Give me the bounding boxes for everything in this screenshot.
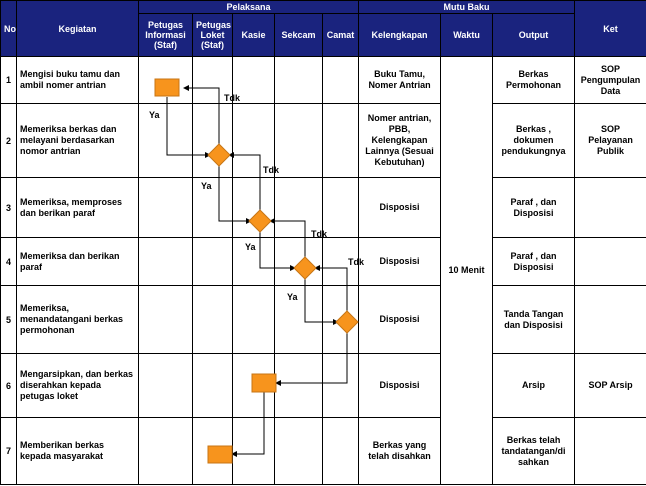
header-mutu-baku: Mutu Baku: [359, 1, 575, 14]
table-row: [1, 354, 646, 418]
flow-label-tdk: Tdk: [224, 93, 241, 103]
header-pelaksana: Pelaksana: [139, 1, 359, 14]
row-ket: [575, 286, 646, 354]
row-kelengkapan: Disposisi: [359, 354, 441, 418]
table-row: [1, 418, 646, 485]
row-kegiatan: Memeriksa berkas dan melayani berdasarkan nomor antrian: [17, 104, 139, 178]
row-kelengkapan: Nomer antrian, PBB, Kelengkapan Lainnya (Sesuai Kebutuhan): [359, 104, 441, 178]
row-no: 7: [1, 418, 17, 485]
table-row: [1, 104, 646, 178]
row-kegiatan: Memeriksa, menandatangani berkas permohonan: [17, 286, 139, 354]
header-kegiatan: Kegiatan: [17, 1, 139, 57]
header-petugas-informasi: Petugas Informasi (Staf): [139, 14, 193, 57]
row-ket: SOP Pengumpulan Data: [575, 57, 646, 104]
flow-label-ya: Ya: [245, 242, 256, 252]
row-output: Berkas Permohonan: [493, 57, 575, 104]
row-kegiatan: Mengisi buku tamu dan ambil nomer antrian: [17, 57, 139, 104]
header-no: No: [1, 1, 17, 57]
row-no: 3: [1, 178, 17, 238]
flow-label-ya: Ya: [201, 181, 212, 191]
table-row: [1, 286, 646, 354]
flow-label-ya: Ya: [287, 292, 298, 302]
table-row: [1, 238, 646, 286]
row-kelengkapan: Buku Tamu, Nomer Antrian: [359, 57, 441, 104]
row-output: Tanda Tangan dan Disposisi: [493, 286, 575, 354]
row-no: 4: [1, 238, 17, 286]
row-kegiatan: Memberikan berkas kepada masyarakat: [17, 418, 139, 485]
flow-label-tdk: Tdk: [311, 229, 328, 239]
row-output: Paraf , dan Disposisi: [493, 178, 575, 238]
header-camat: Camat: [323, 14, 359, 57]
header-output: Output: [493, 14, 575, 57]
row-output: Berkas telah tandatangan/di sahkan: [493, 418, 575, 485]
waktu-cell: 10 Menit: [441, 57, 493, 485]
header-ket: Ket: [575, 1, 646, 57]
row-kegiatan: Mengarsipkan, dan berkas diserahkan kepada petugas loket: [17, 354, 139, 418]
header-kasie: Kasie: [233, 14, 275, 57]
row-no: 2: [1, 104, 17, 178]
header-sekcam: Sekcam: [275, 14, 323, 57]
row-ket: [575, 178, 646, 238]
header-petugas-loket: Petugas Loket (Staf): [193, 14, 233, 57]
flow-label-tdk: Tdk: [263, 165, 280, 175]
row-ket: [575, 238, 646, 286]
row-no: 1: [1, 57, 17, 104]
row-no: 5: [1, 286, 17, 354]
header-kelengkapan: Kelengkapan: [359, 14, 441, 57]
row-no: 6: [1, 354, 17, 418]
row-ket: SOP Pelayanan Publik: [575, 104, 646, 178]
row-kelengkapan: Disposisi: [359, 238, 441, 286]
row-ket: [575, 418, 646, 485]
row-kelengkapan: Disposisi: [359, 286, 441, 354]
row-output: Berkas , dokumen pendukungnya: [493, 104, 575, 178]
row-kelengkapan: Berkas yang telah disahkan: [359, 418, 441, 485]
row-kegiatan: Memeriksa dan berikan paraf: [17, 238, 139, 286]
row-ket: SOP Arsip: [575, 354, 646, 418]
row-output: Arsip: [493, 354, 575, 418]
flow-label-ya: Ya: [149, 110, 160, 120]
row-kelengkapan: Disposisi: [359, 178, 441, 238]
table-row: [1, 57, 646, 104]
flow-label-tdk: Tdk: [348, 257, 365, 267]
table-row: [1, 178, 646, 238]
header-waktu: Waktu: [441, 14, 493, 57]
row-output: Paraf , dan Disposisi: [493, 238, 575, 286]
row-kegiatan: Memeriksa, memproses dan berikan paraf: [17, 178, 139, 238]
